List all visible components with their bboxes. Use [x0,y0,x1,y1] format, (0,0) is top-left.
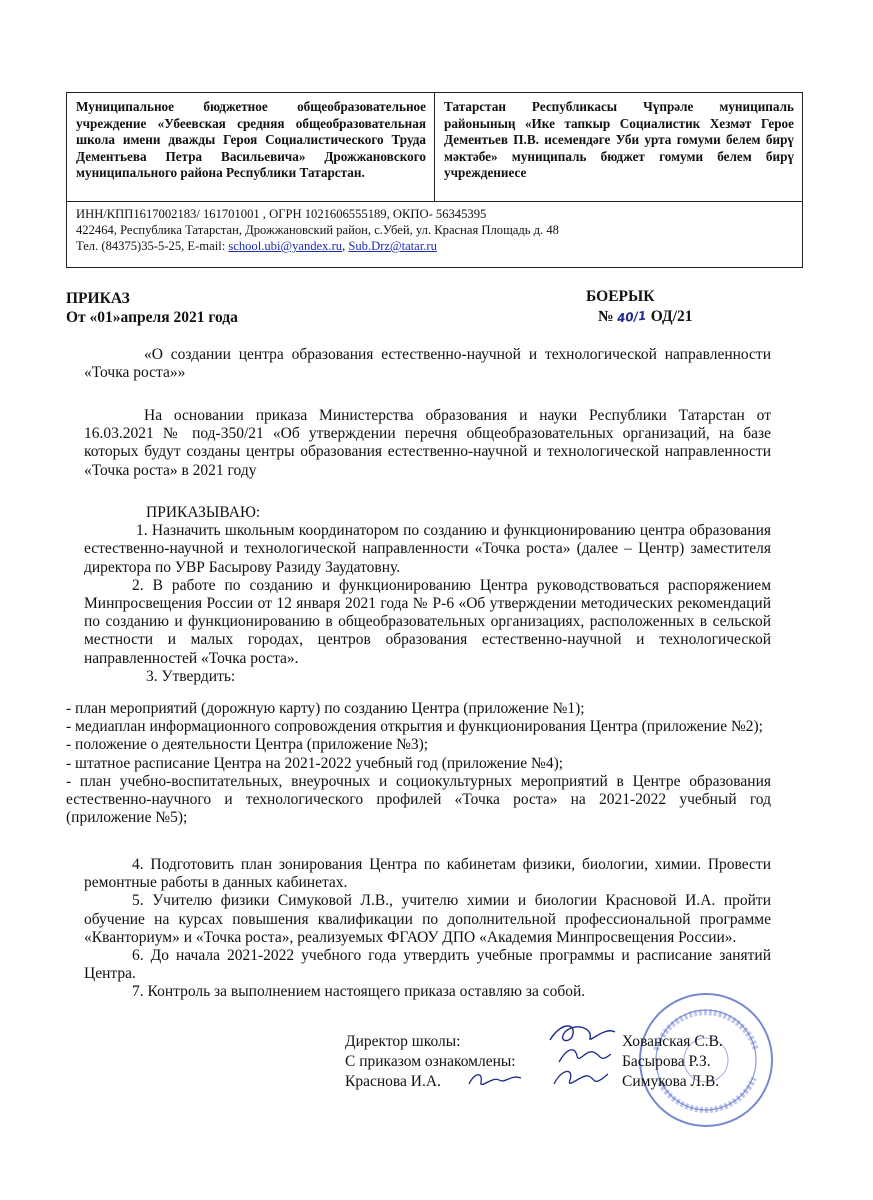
ack-name-simukova: Симукова Л.В. [622,1073,720,1090]
letterhead-ru: Муниципальное бюджетное общеобразовательное учреждение «Убеевская средняя общеобразовательная школа имени дважды Героя Социалистического Труда Дементьева Петра Васильевича» Дрожжановского муниципального района Республики Татарстан. [67,93,435,201]
director-name: Хованская С.В. [622,1033,723,1050]
order-number [598,308,693,326]
ack-name-krasnova: Краснова И.А. [345,1073,441,1090]
order-subject: «О создании центра образования естественно-научной и технологической направленности «Точка роста»» [84,346,771,382]
simukova-signature [548,1064,613,1092]
acknowledged-label: С приказом ознакомлены: [345,1053,516,1070]
order-item-7: 7. Контроль за выполнением настоящего приказа оставляю за собой. [132,983,586,1001]
inn-line: ИНН/КПП1617002183/ 161701001 , ОГРН 1021606555189, ОКПО- 56345395 [76,207,487,221]
order-body [84,504,771,686]
order-word: ПРИКАЗЫВАЮ: [146,504,261,521]
director-label: Директор школы: [345,1033,461,1050]
approve-item-1: - план мероприятий (дорожную карту) по созданию Центра (приложение №1); [66,700,585,717]
number-sign: № [598,308,614,325]
handwritten-number: 40/1 [616,308,648,326]
order-body-2 [84,856,771,1002]
order-basis: На основании приказа Министерства образования и науки Республики Татарстан от 16.03.2021 № под-350/21 «Об утверждении перечня общеобразовательных организаций, на базе которых будут созданы центры образования естественно-научной и технологической направленности «Точка роста» в 2021 году [84,407,771,479]
approve-item-2: - медиаплан информационного сопровождения открытия и функционирования Центра (приложение №2); [66,718,763,736]
order-title-ru: ПРИКАЗ [66,290,130,307]
letterhead-names-row [67,93,802,202]
letterhead [66,92,803,268]
order-item-4: 4. Подготовить план зонирования Центра по кабинетам физики, биологии, химии. Провести ремонтные работы в данных кабинетах. [84,856,771,892]
email-link-2[interactable]: Sub.Drz@tatar.ru [348,239,437,253]
approve-item-3: - положение о деятельности Центра (приложение №3); [66,736,429,754]
letterhead-tt: Татарстан Республикасы Чүпрәле муниципаль районының «Ике тапкыр Социалистик Хезмәт Герое Дементьев П.В. исемендәге Уби урта гомуми белем бирү мәктәбе» муниципаль бюджет гомуми белем бирү учреждениесе [444,99,794,181]
phone-text: Тел. (84375)35-5-25, E-mail: [76,239,229,253]
approve-list [66,700,771,827]
approve-item-5: - план учебно-воспитательных, внеурочных и социокультурных мероприятий в Центре образования естественно-научного и технологического профилей «Точка роста» на 2021-2022 учебный год (приложение №5); [66,772,771,827]
letterhead-details [67,202,802,258]
email-separator: , [342,239,349,253]
approve-item-4: - штатное расписание Центра на 2021-2022 учебный год (приложение №4); [66,754,564,772]
order-item-3: 3. Утвердить: [146,667,236,685]
email-link-1[interactable]: school.ubi@yandex.ru [228,239,343,253]
order-title-tt: БОЕРЫК [586,288,655,305]
order-item-6: 6. До начала 2021-2022 учебного года утвердить учебные программы и расписание занятий Центра. [84,947,771,983]
order-item-1: 1. Назначить школьным координатором по созданию и функционированию центра образования естественно-научной и технологической направленности «Точка роста» (далее – Центр) заместителя директора по УВР Басырову Разиду Заудатовну. [84,522,771,576]
contact-line [76,238,793,254]
krasnova-signature [465,1066,525,1092]
order-date: От «01»апреля 2021 года [66,309,238,326]
address-line: 422464, Республика Татарстан, Дрожжановский район, с.Убей, ул. Красная Площадь д. 48 [76,223,559,237]
number-suffix: ОД/21 [650,308,693,325]
order-item-2: 2. В работе по созданию и функционированию Центра руководствоваться распоряжением Минпросвещения России от 12 января 2021 года № Р-6 «Об утверждении методических рекомендаций по созданию и функционированию в общеобразовательных организациях, расположенных в сельской местности и малых городах, центров образования естественно-научной и технологической направленностей «Точка роста». [84,576,771,667]
order-item-5: 5. Учителю физики Симуковой Л.В., учителю химии и биологии Красновой И.А. пройти обучение на курсах повышения квалификации по дополнительной профессиональной программе «Кванториум» и «Точка роста», реализуемых ФГАОУ ДПО «Академия Минпросвещения России». [84,892,771,946]
ack-name-basyrova: Басырова Р.З. [622,1053,711,1070]
